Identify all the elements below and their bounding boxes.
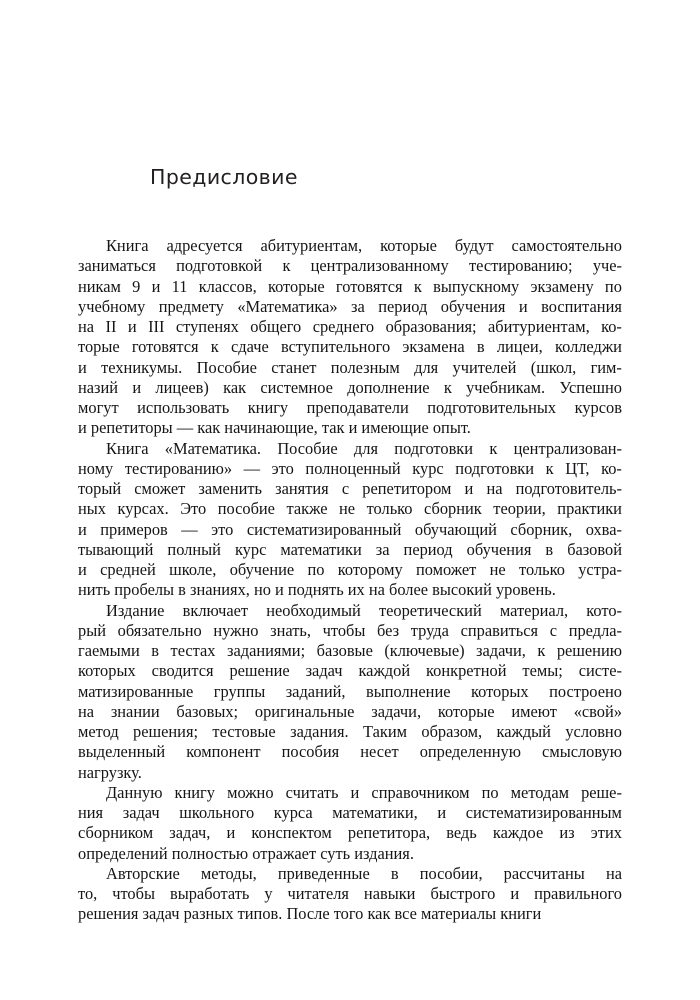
word: «Математика» — [237, 296, 338, 316]
word: ко- — [601, 317, 622, 336]
paragraph — [78, 864, 622, 925]
word: — — [243, 458, 261, 478]
word: станет — [271, 357, 317, 377]
word: на — [78, 701, 95, 721]
word: тестовые — [212, 722, 276, 741]
word: и — [127, 317, 137, 336]
word: математики — [280, 539, 362, 559]
word: справиться — [460, 620, 539, 640]
word: которые — [380, 236, 437, 255]
text-line: определений полностью отражает суть издания. — [78, 843, 414, 863]
word: не — [489, 560, 506, 579]
word: подготовкой — [176, 256, 263, 276]
word: справочником — [371, 782, 470, 802]
word: базовые — [316, 641, 373, 660]
word: 11 — [171, 276, 188, 296]
word: сдаче — [230, 337, 269, 357]
word: подготовки — [394, 438, 474, 458]
word: обучение — [229, 560, 295, 579]
text-line — [78, 479, 622, 499]
word: по — [307, 560, 325, 579]
word: к — [282, 256, 291, 276]
word: «свой» — [573, 701, 622, 721]
word: ко- — [601, 458, 622, 478]
word: за — [351, 296, 365, 316]
word: охва- — [585, 519, 622, 539]
word: предмету — [158, 296, 224, 316]
word: математики, — [332, 803, 418, 822]
word: ных — [78, 499, 106, 519]
text-line: решения задач разных типов. После того как все материалы книги — [78, 904, 542, 924]
word: имеют — [511, 701, 557, 721]
word: — — [181, 519, 198, 539]
word: период — [378, 296, 428, 316]
text-line — [78, 864, 622, 884]
word: системное — [260, 377, 333, 397]
word: каждой — [358, 661, 411, 681]
word: только — [366, 499, 413, 519]
paragraph — [78, 439, 622, 601]
word: построено — [549, 681, 622, 701]
word: централизованному — [310, 256, 449, 276]
word: Таким — [363, 722, 408, 741]
word: ния — [78, 803, 104, 822]
word: чтобы — [322, 620, 366, 640]
text-line — [78, 540, 622, 560]
word: ступенях — [175, 317, 239, 336]
word: определенную — [419, 742, 521, 762]
word: учителей — [452, 357, 517, 377]
word: и — [226, 823, 236, 843]
word: также — [286, 499, 328, 519]
word: примеров — [100, 519, 168, 539]
word: школе, — [169, 560, 217, 579]
word: сборник, — [510, 519, 573, 539]
word: и — [518, 296, 528, 316]
word: темы; — [522, 661, 563, 681]
word: реше- — [581, 782, 622, 802]
word: сводится — [151, 661, 214, 681]
word: самостоятельно — [511, 236, 622, 255]
body-text-block — [78, 236, 622, 925]
word: курсах. — [117, 499, 169, 519]
text-line — [78, 520, 622, 540]
word: компонент — [186, 742, 261, 762]
word: практики — [557, 499, 622, 519]
word: и — [78, 357, 87, 377]
word: этих — [590, 823, 622, 843]
word: систематизированный — [246, 519, 402, 539]
word: включает — [182, 600, 249, 620]
word: подготовительных — [427, 398, 557, 417]
word: выделенный — [78, 742, 166, 762]
word: ЦТ, — [565, 458, 590, 478]
word: конкретной — [426, 661, 507, 681]
word: в — [476, 337, 485, 357]
text-line — [78, 378, 622, 398]
word: тывающий — [78, 539, 154, 559]
word: пособия — [281, 742, 340, 762]
word: централизован- — [513, 438, 622, 458]
word: задачи, — [476, 641, 526, 660]
word: выпускному — [433, 276, 520, 296]
word: то, — [78, 884, 98, 903]
word: учебникам. — [466, 377, 546, 397]
word: адресуется — [166, 236, 243, 255]
word: курс — [412, 458, 444, 478]
word: и — [510, 884, 520, 903]
word: подготовки — [455, 458, 535, 478]
word: заменить — [198, 479, 262, 498]
text-line: нагрузку. — [78, 762, 142, 782]
text-line — [78, 459, 622, 479]
word: каждое — [492, 823, 544, 843]
word: ному — [78, 458, 114, 478]
text-line — [78, 337, 622, 357]
word: репетитора, — [347, 823, 431, 843]
text-line — [78, 236, 622, 256]
word: несет — [360, 742, 399, 762]
word: базовой — [567, 539, 622, 559]
word: для — [353, 438, 378, 458]
word: которых — [78, 661, 136, 681]
word: задач — [305, 661, 343, 681]
word: использовать — [137, 398, 230, 417]
word: экзамену — [530, 276, 594, 296]
word: выполнение — [365, 681, 451, 701]
word: Книга — [106, 438, 149, 458]
word: Пособие — [196, 357, 257, 377]
word: быстрого — [430, 884, 496, 903]
word: которые — [267, 276, 325, 296]
word: Это — [180, 499, 207, 519]
word: задания. — [290, 722, 349, 741]
word: школьного — [179, 803, 255, 822]
word: техникумы. — [101, 357, 183, 377]
word: методы, — [200, 863, 257, 883]
word: в — [390, 863, 399, 883]
word: к — [413, 276, 422, 296]
word: систе- — [578, 661, 622, 681]
text-line — [78, 297, 622, 317]
word: каждый — [496, 722, 551, 741]
word: преподаватели — [306, 398, 409, 417]
word: это — [211, 519, 234, 539]
word: дополнение — [347, 377, 430, 397]
text-line — [78, 823, 622, 843]
word: абитуриентам, — [260, 236, 363, 255]
word: образования; — [385, 317, 477, 336]
word: абитуриентам, — [488, 317, 590, 336]
word: обязательно — [117, 620, 202, 640]
word: приведенные — [277, 863, 370, 883]
word: конспектом — [251, 823, 332, 843]
word: на — [486, 479, 503, 498]
word: которому — [337, 560, 403, 579]
word: обучения — [440, 296, 506, 316]
word: тестах — [170, 641, 216, 660]
word: могут — [78, 398, 119, 417]
word: к — [443, 377, 452, 397]
word: книгу — [174, 782, 215, 802]
word: Издание — [106, 600, 165, 620]
text-line — [78, 783, 622, 803]
word: задач, — [169, 823, 211, 843]
word: III — [148, 317, 165, 336]
word: знании — [110, 701, 160, 721]
word: чтобы — [112, 884, 155, 903]
paragraph — [78, 236, 622, 439]
word: и — [464, 479, 474, 498]
paragraph — [78, 783, 622, 864]
word: гим- — [590, 357, 622, 377]
word: считать — [285, 782, 339, 802]
word: репетитором — [362, 479, 452, 498]
word: смысловую — [542, 742, 622, 762]
word: обучения — [466, 539, 532, 559]
word: не — [339, 499, 356, 519]
word: только — [519, 560, 565, 579]
text-line — [78, 256, 622, 276]
word: колледжи — [554, 337, 622, 357]
word: подготовитель- — [515, 479, 622, 498]
word: учебному — [78, 296, 146, 316]
word: воспитания — [541, 296, 622, 316]
word: уче- — [592, 256, 622, 276]
word: полезным — [330, 357, 400, 377]
word: необходимый — [266, 600, 361, 620]
word: и — [132, 377, 142, 397]
word: общего — [250, 317, 302, 336]
word: рассчитаны — [503, 863, 585, 883]
word: метод — [78, 722, 119, 741]
word: методам — [510, 782, 569, 802]
word: с — [549, 620, 558, 640]
word: сборник — [424, 499, 482, 519]
word: условно — [565, 722, 622, 741]
word: решение — [229, 661, 290, 681]
word: курса — [273, 803, 313, 822]
word: книгу — [247, 398, 289, 417]
word: курсов — [574, 398, 622, 417]
word: кото- — [586, 600, 622, 620]
text-line — [78, 317, 622, 337]
word: Авторские — [106, 863, 180, 883]
word: без — [377, 620, 400, 640]
word: по — [481, 782, 499, 802]
word: которых — [470, 681, 529, 701]
word: решению — [556, 641, 622, 660]
text-line — [78, 277, 622, 297]
word: гаемыми — [78, 641, 140, 660]
word: и — [437, 803, 447, 822]
word: курс — [234, 539, 267, 559]
text-line — [78, 661, 622, 681]
word: заданий, — [285, 681, 346, 701]
word: читателя — [287, 884, 349, 903]
word: группы — [213, 681, 266, 701]
word: и — [151, 276, 161, 296]
word: у — [264, 884, 273, 903]
word: обучающий — [414, 519, 497, 539]
word: матизированные — [78, 681, 194, 701]
word: к — [210, 337, 219, 357]
word: 9 — [132, 276, 141, 296]
word: устра- — [578, 560, 622, 579]
word: и — [78, 560, 87, 579]
text-line — [78, 702, 622, 722]
word: с — [341, 479, 350, 498]
word: классов, — [198, 276, 257, 296]
word: Пособие — [277, 438, 338, 458]
text-line — [78, 621, 622, 641]
word: в — [151, 641, 160, 660]
word: нужно — [213, 620, 259, 640]
word: базовых; — [176, 701, 239, 721]
word: и — [350, 782, 360, 802]
word: заданиями; — [226, 641, 306, 660]
word: экзамена — [402, 337, 465, 357]
word: период — [403, 539, 453, 559]
word: на — [605, 863, 622, 883]
word: задач — [122, 803, 160, 822]
word: занятия — [275, 479, 329, 498]
text-line — [78, 803, 622, 823]
word: по — [604, 276, 622, 296]
word: к — [537, 641, 546, 660]
word: готовятся — [335, 276, 403, 296]
word: теории, — [493, 499, 546, 519]
text-line — [78, 358, 622, 378]
word: средней — [100, 560, 156, 579]
paragraph — [78, 601, 622, 783]
text-line — [78, 439, 622, 459]
word: среднего — [312, 317, 375, 336]
word: готовятся — [131, 337, 199, 357]
word: сможет — [134, 479, 186, 498]
word: тестированию; — [469, 256, 573, 276]
word: ведь — [446, 823, 477, 843]
word: задачи, — [371, 701, 422, 721]
word: можно — [227, 782, 274, 802]
text-line — [78, 499, 622, 519]
word: теоретический — [378, 600, 482, 620]
text-line: и репетиторы — как начинающие, так и имеющие опыт. — [78, 418, 471, 438]
text-line — [78, 601, 622, 621]
word: пособие — [217, 499, 275, 519]
word: за — [375, 539, 390, 559]
word: и — [78, 519, 87, 539]
word: лицеи, — [496, 337, 543, 357]
word: полноценный — [305, 458, 401, 478]
page-title: Предисловие — [150, 164, 298, 189]
word: лицеев) — [155, 377, 209, 397]
word: как — [223, 377, 247, 397]
word: никам — [78, 276, 121, 296]
word: материал, — [499, 600, 569, 620]
word: «Математика. — [164, 438, 261, 458]
word: торые — [78, 337, 120, 357]
word: из — [559, 823, 575, 843]
text-line — [78, 884, 622, 904]
word: систематизированным — [465, 803, 622, 822]
word: сборником — [78, 823, 154, 843]
word: Успешно — [559, 377, 622, 397]
word: навыки — [363, 884, 416, 903]
word: решения; — [133, 722, 199, 741]
word: это — [271, 458, 294, 478]
word: назий — [78, 377, 119, 397]
word: II — [105, 317, 117, 336]
word: Книга — [106, 236, 149, 255]
word: образом, — [421, 722, 483, 741]
word: которые — [437, 701, 495, 721]
text-line — [78, 722, 622, 742]
word: в — [545, 539, 554, 559]
word: к — [545, 458, 554, 478]
text-line — [78, 560, 622, 580]
word: выработать — [169, 884, 250, 903]
word: Данную — [106, 782, 163, 802]
word: оригинальные — [254, 701, 355, 721]
text-line — [78, 682, 622, 702]
word: пособии, — [419, 863, 483, 883]
word: рый — [78, 620, 106, 640]
word: вступительного — [280, 337, 391, 357]
text-line — [78, 742, 622, 762]
word: предла- — [568, 620, 622, 640]
word: к — [489, 438, 498, 458]
word: торый — [78, 479, 122, 498]
word: для — [414, 357, 439, 377]
word: (школ, — [530, 357, 577, 377]
word: (ключевые) — [384, 641, 465, 660]
word: труда — [410, 620, 449, 640]
text-line — [78, 398, 622, 418]
word: знать, — [270, 620, 311, 640]
word: правильного — [534, 884, 622, 903]
word: поможет — [415, 560, 477, 579]
text-line: нить пробелы в знаниях, но и поднять их на более высокий уровень. — [78, 580, 556, 600]
word: будут — [454, 236, 494, 255]
word: заниматься — [78, 256, 156, 276]
word: на — [78, 317, 95, 336]
word: тестированию» — [124, 458, 233, 478]
word: полный — [167, 539, 221, 559]
text-line — [78, 641, 622, 661]
